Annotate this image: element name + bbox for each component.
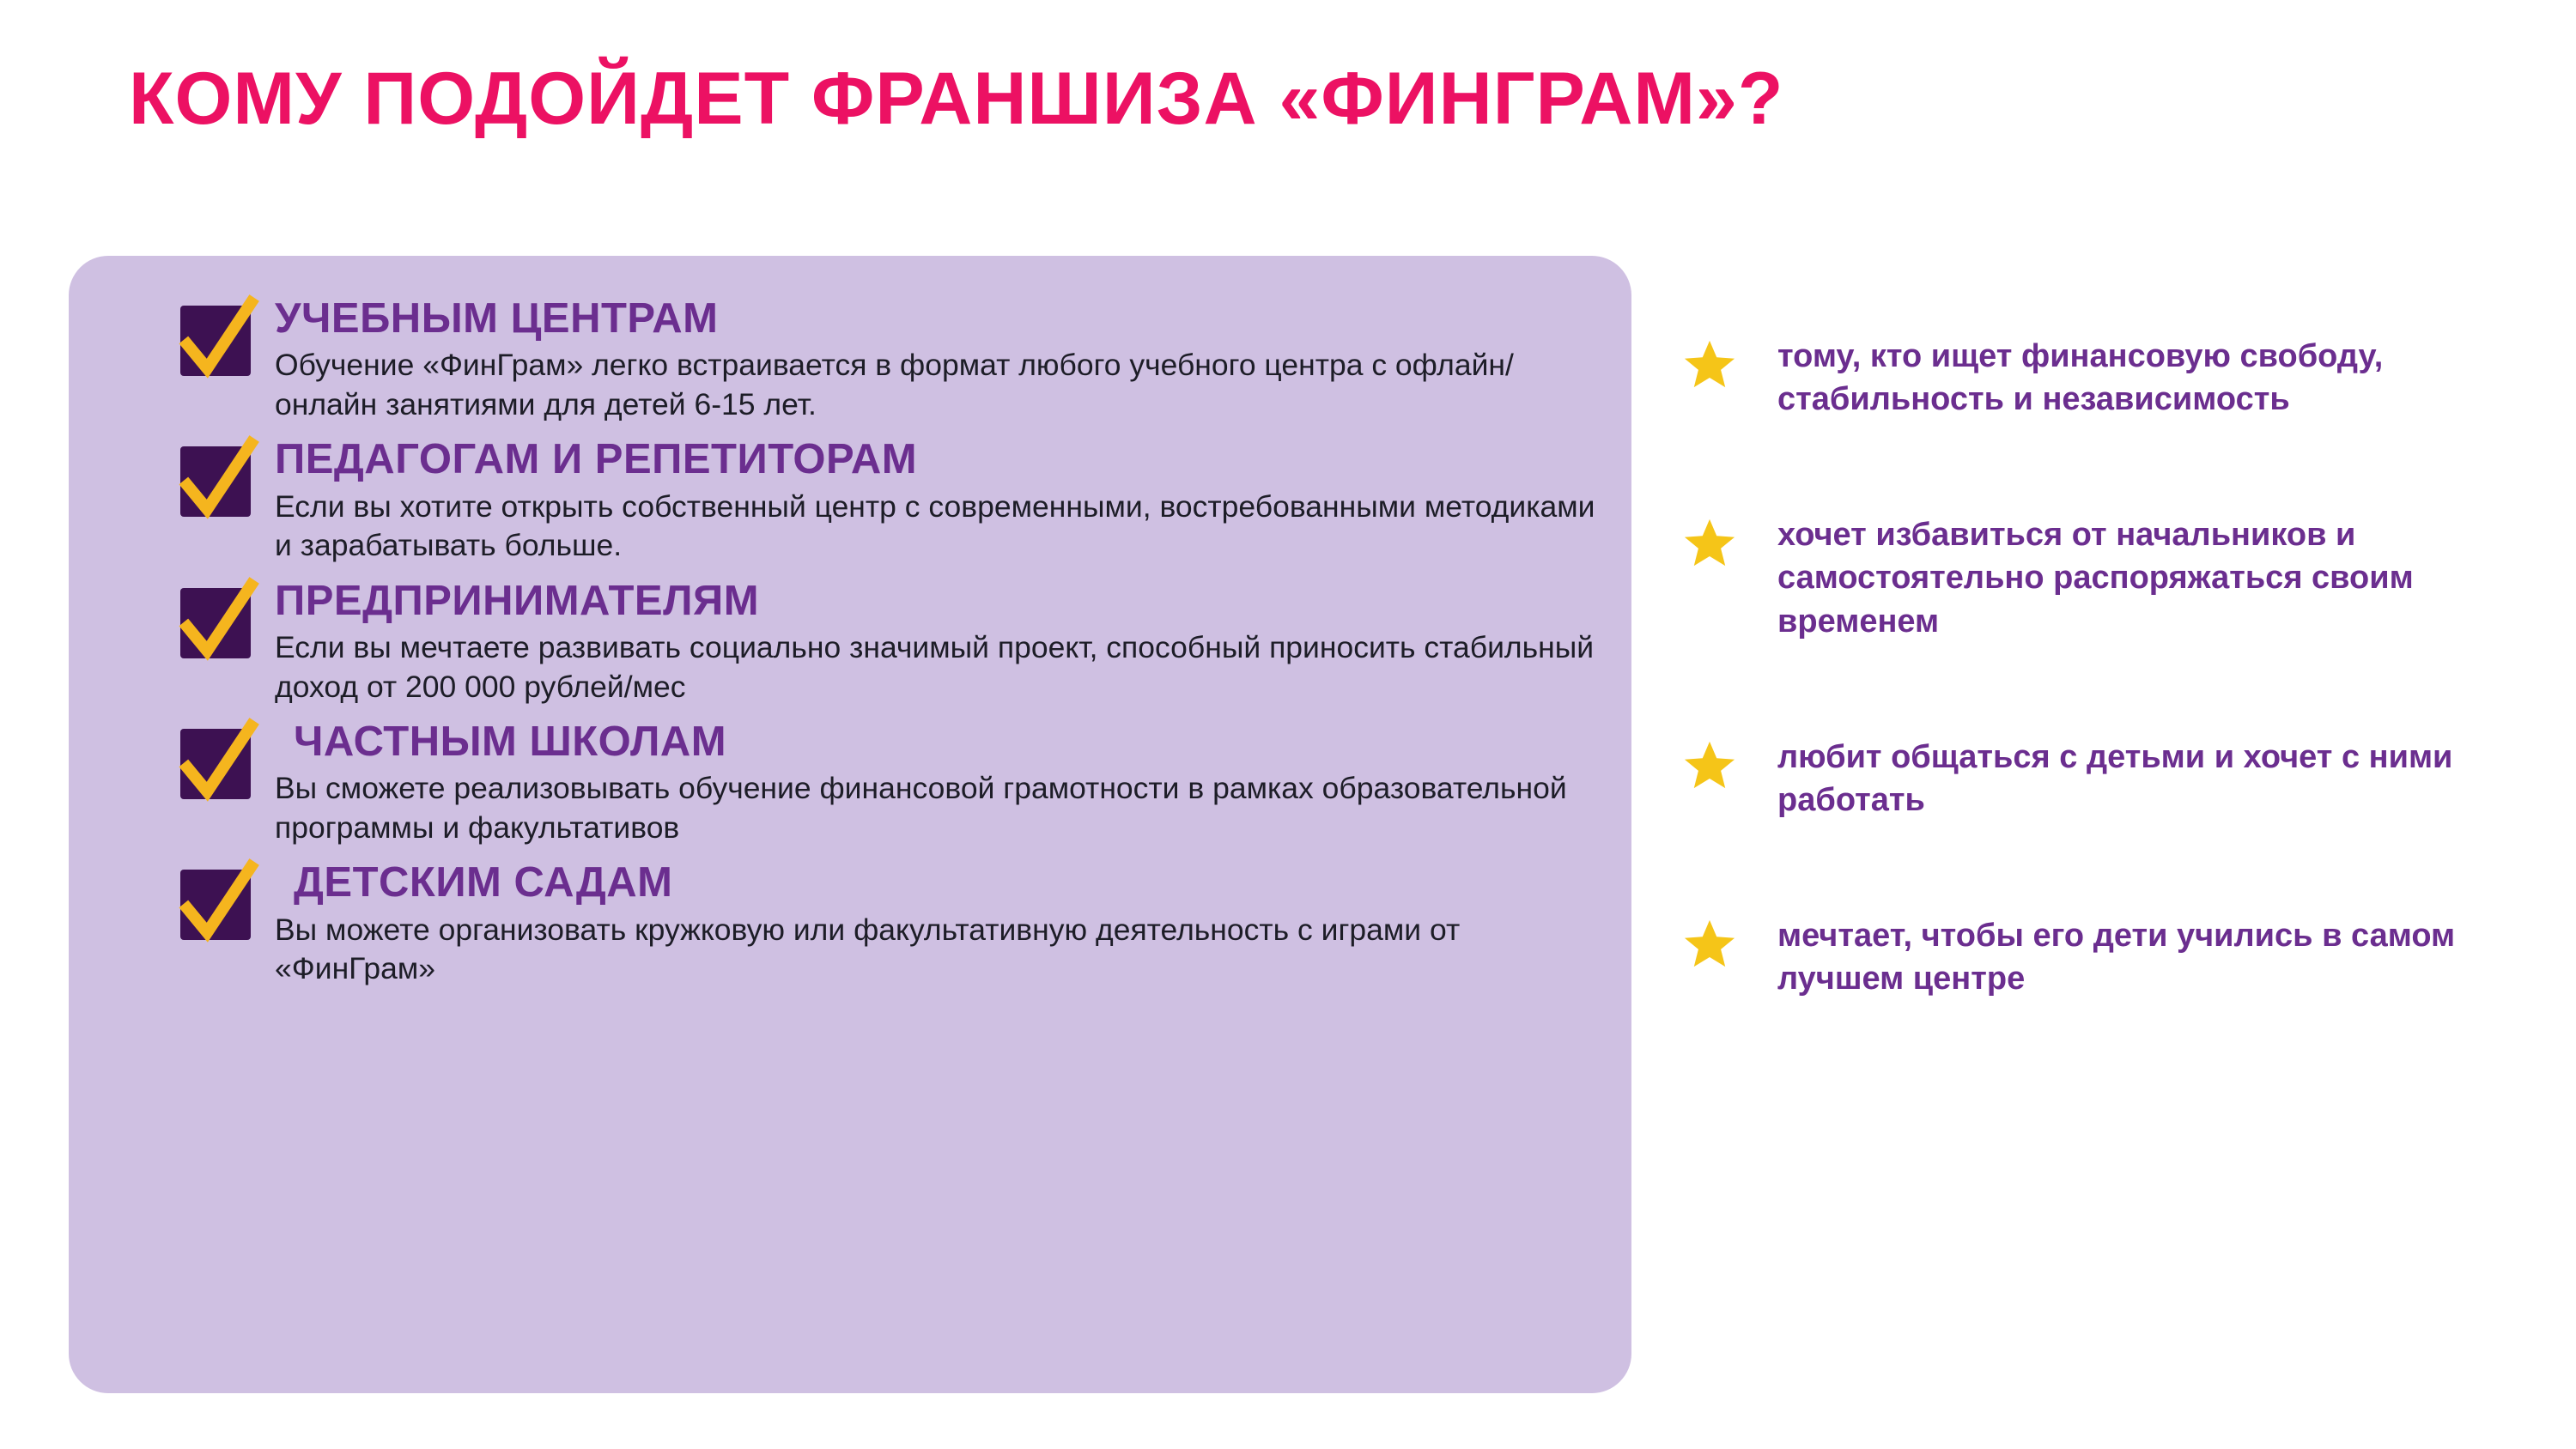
- star-icon: [1683, 739, 1736, 792]
- list-item: [120, 720, 1597, 847]
- benefits-list: [1683, 335, 2542, 1093]
- list-item: [1683, 513, 2542, 642]
- list-item-text: тому, кто ищет финансовую свободу, стабильность и независимость: [1777, 338, 2384, 418]
- list-item-title: ДЕТСКИМ САДАМ: [294, 859, 673, 906]
- list-item: [120, 579, 1597, 706]
- page-title: КОМУ ПОДОЙДЕТ ФРАНШИЗА «ФИНГРАМ»?: [129, 58, 1784, 140]
- list-item: [1683, 335, 2542, 421]
- star-icon: [1683, 338, 1736, 391]
- list-item: [120, 861, 1597, 988]
- star-icon: [1683, 517, 1736, 570]
- list-item-text: Если вы хотите открыть собственный центр с современными, востребованными методиками и зарабатывать больше.: [275, 488, 1595, 563]
- list-item-text: Вы сможете реализовывать обучение финансовой грамотности в рамках образовательной программы и факультативов: [275, 771, 1567, 845]
- list-item-text: Вы можете организовать кружковую или факультативную деятельность с играми от «ФинГрам»: [275, 912, 1461, 986]
- checkbox-checked-icon: [177, 290, 261, 385]
- checkbox-checked-icon: [177, 573, 261, 667]
- list-item-text: мечтает, чтобы его дети учились в самом лучшем центре: [1777, 918, 2456, 997]
- audience-list: [120, 297, 1597, 1003]
- list-item-text: Если вы мечтаете развивать социально значимый проект, способный приносить стабильный доход от 200 000 рублей/мес: [275, 630, 1595, 704]
- audience-card: [69, 256, 1631, 1393]
- list-item-title: ПРЕДПРИНИМАТЕЛЯМ: [275, 577, 760, 624]
- list-item: [1683, 736, 2542, 822]
- list-item-text: хочет избавиться от начальников и самостоятельно распоряжаться своим временем: [1777, 517, 2414, 640]
- list-item: [1683, 914, 2542, 1000]
- checkbox-checked-icon: [177, 713, 261, 808]
- list-item-title: ПЕДАГОГАМ И РЕПЕТИТОРАМ: [275, 436, 918, 483]
- list-item-title: ЧАСТНЫМ ШКОЛАМ: [294, 718, 727, 765]
- checkbox-checked-icon: [177, 854, 261, 949]
- list-item-title: УЧЕБНЫМ ЦЕНТРАМ: [275, 295, 719, 342]
- checkbox-checked-icon: [177, 431, 261, 525]
- list-item-text: Обучение «ФинГрам» легко встраивается в формат любого учебного центра с офлайн/онлайн занятиями для детей 6-15 лет.: [275, 348, 1514, 421]
- list-item: [120, 438, 1597, 565]
- list-item: [120, 297, 1597, 424]
- star-icon: [1683, 918, 1736, 971]
- list-item-text: любит общаться с детьми и хочет с ними работать: [1777, 738, 2453, 818]
